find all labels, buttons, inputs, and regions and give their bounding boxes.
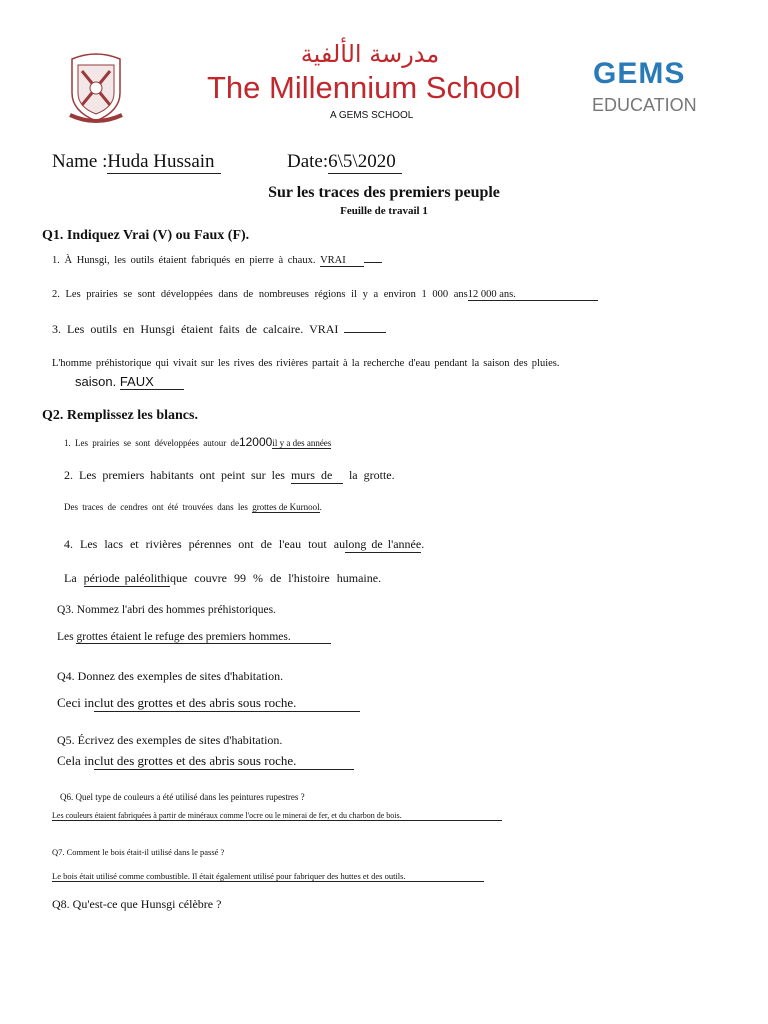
q2-s5-answer: période paléolithi: [83, 571, 170, 585]
q5-question: Q5. Écrivez des exemples de sites d'habitation.: [57, 733, 283, 747]
q1-s4-answer: FAUX: [120, 374, 184, 390]
q2-s4-post: .: [421, 537, 425, 551]
q4-answer-pre: Ceci in: [57, 695, 95, 710]
date-line: [287, 151, 402, 174]
q2-s2-answer: murs de: [291, 468, 343, 484]
q2-statement-2: [64, 468, 395, 484]
q3-question: Q3. Nommez l'abri des hommes préhistoriques.: [57, 604, 276, 616]
q4-question: Q4. Donnez des exemples de sites d'habitation.: [57, 669, 284, 683]
worksheet-title: Sur les traces des premiers peuple: [268, 184, 500, 201]
name-label: Name :: [52, 151, 108, 172]
q3-answer-pre: Les: [57, 631, 77, 643]
student-name: Huda Hussain: [107, 151, 220, 174]
q1-s2-answer: 12 000 ans.: [468, 289, 598, 301]
q2-statement-1: [64, 435, 331, 449]
q4-answer: clut des grottes et des abris sous roche.: [94, 695, 360, 712]
q1-s2-text: 2. Les prairies se sont développées dans de nombreuses régions il y a environ 1 000 ans: [52, 289, 468, 300]
gems-education-label: EDUCATION: [592, 95, 697, 115]
q2-s1-text: 1. Les prairies se sont développées autour de: [64, 438, 239, 448]
q1-statement-2: [52, 289, 598, 301]
q2-s4-answer: long de l'année: [345, 537, 422, 551]
q2-statement-4: [64, 537, 424, 553]
q1-s1-blank: [364, 262, 382, 263]
q1-s3-answer: VRAI: [309, 322, 339, 336]
q5-answer-pre: Cela in: [57, 753, 95, 768]
q2-s3-answer: grottes de Kurnool.: [252, 502, 322, 512]
q2-s3-text: Des traces de cendres ont été trouvées dans les: [64, 502, 248, 512]
q1-statement-3: [52, 322, 386, 337]
q8-question: Q8. Qu'est-ce que Hunsgi célèbre ?: [52, 897, 222, 911]
q5-answer: clut des grottes et des abris sous roche.: [94, 753, 354, 770]
q1-s1-answer: VRAI: [320, 255, 364, 267]
school-crest-logo: [66, 49, 126, 125]
q6-answer: Les couleurs étaient fabriquées à partir de minéraux comme l'ocre ou le minerai de fer, et du charbon de bois.: [52, 811, 502, 821]
q1-statement-1: [52, 255, 382, 267]
worksheet-subtitle: Feuille de travail 1: [340, 205, 428, 217]
q7-answer-line: [52, 871, 484, 882]
date-value: 6\5\2020: [328, 151, 402, 174]
q6-answer-line: [52, 811, 502, 821]
q2-s2-text: 2. Les premiers habitants ont peint sur les: [64, 468, 285, 482]
q3-answer: grottes étaient le refuge des premiers hommes.: [76, 631, 330, 644]
q1-s3-blank: [344, 332, 386, 333]
q1-statement-4-cont: [75, 374, 184, 390]
q6-question: Q6. Quel type de couleurs a été utilisé dans les peintures rupestres ?: [60, 792, 305, 802]
q7-answer: Le bois était utilisé comme combustible. Il était également utilisé pour fabriquer des huttes et des outils.: [52, 871, 484, 882]
q2-heading: Q2. Remplissez les blancs.: [42, 408, 198, 423]
date-label: Date:: [287, 151, 329, 172]
q1-statement-4: L'homme préhistorique qui vivait sur les rives des rivières partait à la recherche d'eau pendant la saison des pluies.: [52, 358, 560, 369]
name-line: [52, 151, 221, 174]
q1-s4-cont-text: saison.: [75, 374, 117, 389]
q2-s1-answer: il y a des années: [272, 438, 332, 448]
q4-answer-line: [57, 695, 360, 712]
q1-s3-text: 3. Les outils en Hunsgi étaient faits de calcaire.: [52, 322, 304, 336]
q1-heading: Q1. Indiquez Vrai (V) ou Faux (F).: [42, 228, 250, 243]
q7-question: Q7. Comment le bois était-il utilisé dans le passé ?: [52, 847, 225, 857]
school-arabic-name: مدرسة الألفية: [300, 40, 440, 68]
q2-s2-post: la grotte.: [348, 468, 395, 482]
q2-statement-5: [64, 571, 381, 587]
q2-s5-text: La: [64, 571, 77, 585]
q2-s4-text: 4. Les lacs et rivières pérennes ont de l'eau tout au: [64, 537, 346, 551]
q2-s1-number: 12000: [238, 435, 273, 449]
school-subtitle: A GEMS SCHOOL: [330, 110, 414, 121]
q2-s5-post: que couvre 99 % de l'histoire humaine.: [169, 571, 382, 585]
gems-logo: GEMS: [593, 57, 686, 90]
q3-answer-line: [57, 631, 331, 644]
q1-s1-text: 1. À Hunsgi, les outils étaient fabriqués en pierre à chaux.: [52, 255, 316, 266]
q5-answer-line: [57, 753, 354, 770]
q2-statement-3: [64, 502, 320, 513]
school-name: The Millennium School: [207, 70, 521, 105]
